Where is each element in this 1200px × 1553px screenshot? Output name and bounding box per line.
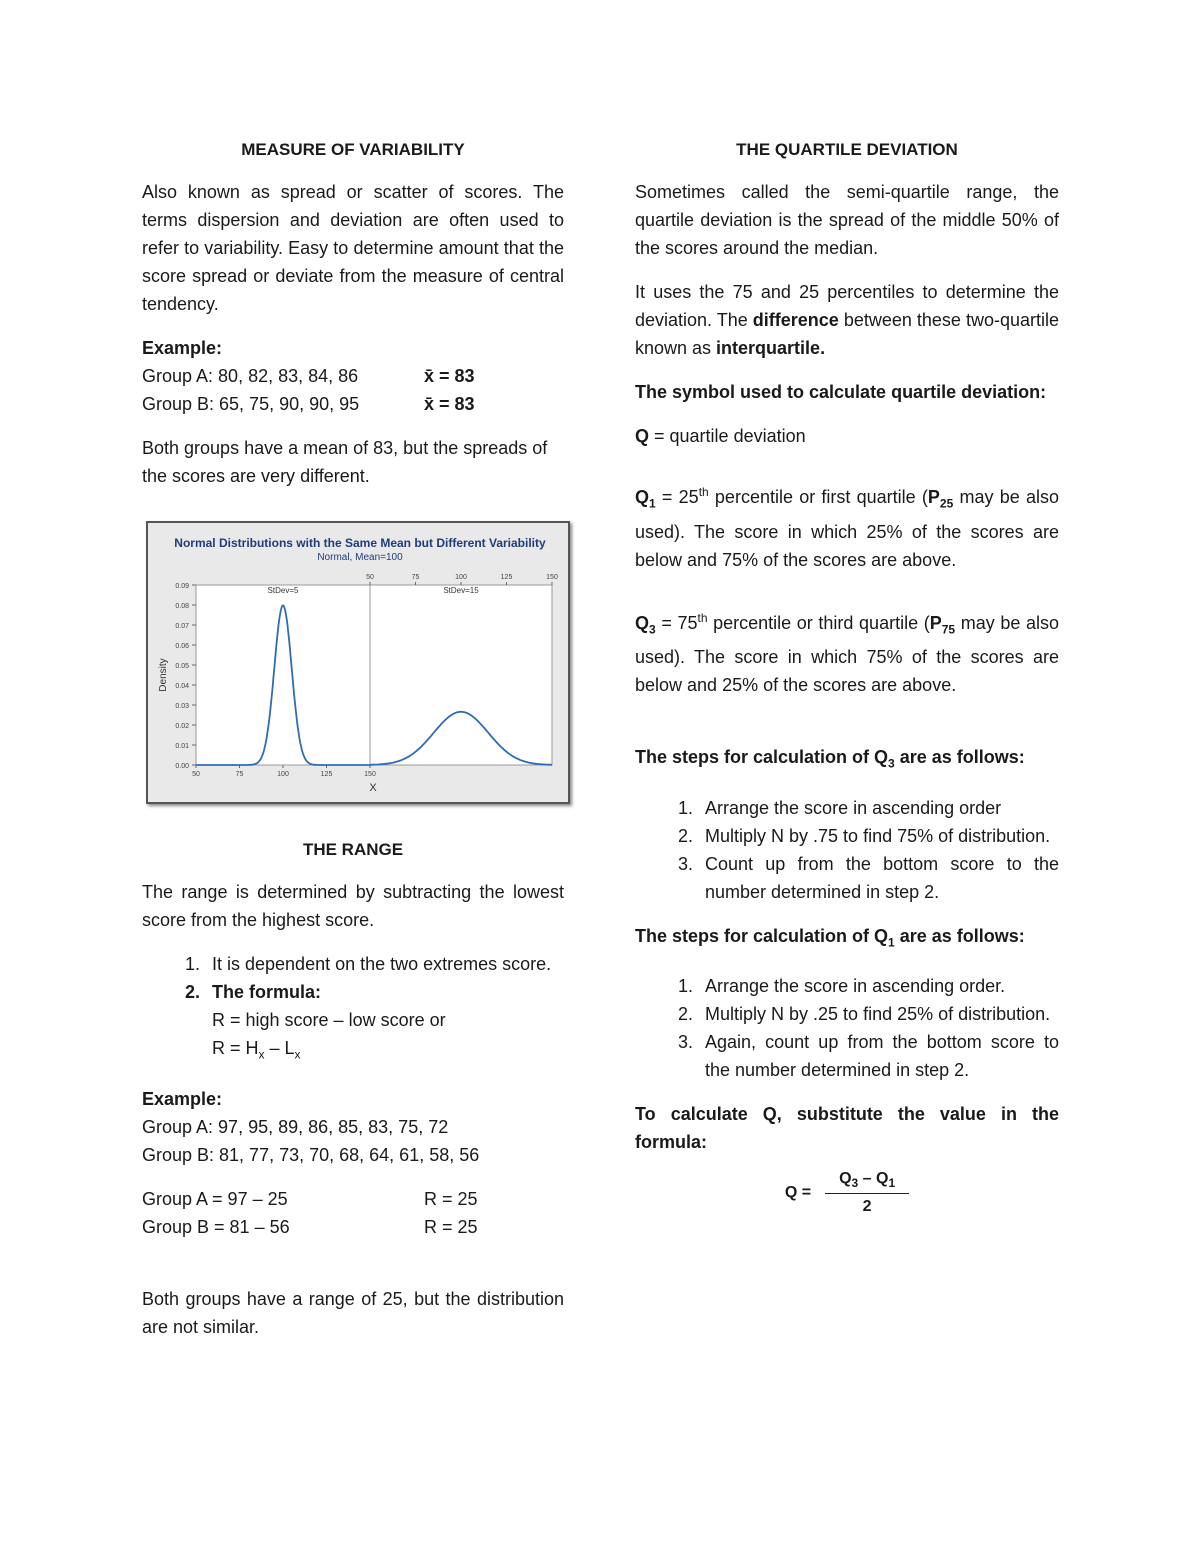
- range-calc-a-expr: Group A = 97 – 25: [142, 1188, 288, 1209]
- q1-sup: th: [698, 485, 709, 499]
- steps-q1-item-1-num: 1.: [677, 976, 693, 997]
- range-item-1-text: It is dependent on the two extremes score.: [212, 954, 552, 974]
- calc-instruction: To calculate Q, substitute the value in the formula:: [635, 1104, 1059, 1153]
- quartile-intro: Sometimes called the semi-quartile range, the quartile deviation is the spread of the middle 50% of the scores around the median.: [635, 182, 1059, 258]
- formula-q1: – Q: [858, 1170, 889, 1188]
- steps-q1-item-2-text: Multiply N by .25 to find 25% of distribution.: [705, 1004, 1051, 1025]
- y-tick-label-7: 0.02: [175, 723, 189, 730]
- range-item-2-text: The formula:: [212, 982, 322, 1002]
- right-column: [635, 140, 1059, 1216]
- steps-q3-item-3: [635, 850, 1059, 906]
- x-tick-label-p1-2: 100: [277, 771, 289, 778]
- p2-difference: difference: [752, 310, 839, 330]
- q3-symbol: Q: [635, 612, 650, 633]
- range-example-label: Example:: [142, 1088, 223, 1109]
- q3-p: P: [929, 612, 942, 633]
- quartile-heading: THE QUARTILE DEVIATION: [736, 140, 958, 159]
- steps-q3-sub: 3: [888, 756, 895, 771]
- plot-area: [196, 585, 552, 765]
- x-tick-label-p2-4: 150: [546, 574, 558, 581]
- range-intro: The range is determined by subtracting the lowest score from the highest score.: [142, 882, 564, 930]
- range-calc-b-result: R = 25: [424, 1216, 478, 1237]
- formula-fraction: [825, 1170, 909, 1215]
- q3-mid: = 75: [655, 612, 698, 633]
- chart-subtitle: Normal, Mean=100: [317, 552, 403, 563]
- range-item-1-num: 1.: [184, 954, 200, 974]
- formula-h: R = H: [212, 1038, 259, 1058]
- steps-q1-item-2-num: 2.: [677, 1004, 693, 1025]
- range-group-b: Group B: 81, 77, 73, 70, 68, 64, 61, 58, 56: [142, 1144, 480, 1165]
- steps-q3-item-1: [635, 794, 1059, 822]
- q-definition: [635, 422, 1059, 450]
- x-tick-label-p1-1: 75: [235, 771, 244, 778]
- range-group-a: Group A: 97, 95, 89, 86, 85, 83, 75, 72: [142, 1116, 449, 1137]
- example-label: Example:: [142, 338, 223, 358]
- steps-q1-item-1: [635, 972, 1059, 1000]
- steps-q3-item-2-num: 2.: [677, 825, 693, 846]
- formula-denominator: 2: [862, 1197, 872, 1215]
- q3-sub: 3: [649, 622, 656, 637]
- y-tick-label-0: 0.09: [175, 583, 189, 590]
- steps-q1-item-1-text: Arrange the score in ascending order.: [705, 976, 1006, 997]
- range-item-2: [142, 978, 564, 1006]
- chart-svg: [148, 523, 568, 802]
- steps-q1-list: [635, 972, 1059, 1084]
- range-list: [142, 950, 564, 1006]
- formula-q3: Q: [839, 1170, 852, 1188]
- range-formula-2: [142, 1034, 564, 1069]
- y-tick-label-5: 0.04: [175, 683, 189, 690]
- y-tick-label-4: 0.05: [175, 663, 189, 670]
- q3-rest: percentile or third quartile (: [707, 612, 930, 633]
- steps-q1-item-3-num: 3.: [677, 1032, 693, 1053]
- steps-q3-heading: [635, 743, 1059, 778]
- range-section: [142, 840, 564, 1341]
- steps-q1-heading: [635, 922, 1059, 957]
- q3-psub: 75: [941, 622, 956, 637]
- quartile-percentiles: [635, 278, 1059, 362]
- formula-q1-sub: 1: [888, 1176, 896, 1191]
- formula-lhs: Q =: [784, 1183, 812, 1201]
- steps-q1-a: The steps for calculation of Q: [635, 925, 889, 946]
- p2-interquartile: interquartile.: [716, 338, 826, 358]
- x-tick-label-p2-3: 125: [500, 574, 513, 581]
- example-row-b: [142, 390, 564, 418]
- formula-q3-sub: 3: [851, 1176, 859, 1191]
- formula-h-sub: x: [258, 1047, 265, 1062]
- x-tick-label-p2-2: 100: [455, 574, 467, 581]
- range-calc-b: [142, 1213, 564, 1241]
- steps-q1-sub: 1: [888, 935, 895, 950]
- range-calc-a: [142, 1185, 564, 1213]
- steps-q3-item-3-text: Count up from the bottom score to the number determined in step 2.: [705, 853, 1059, 902]
- both-mean-text: Both groups have a mean of 83, but the spreads of the scores are very different.: [142, 438, 548, 486]
- steps-q1-item-2: [635, 1000, 1059, 1028]
- q3-end: may be also used). The score in which 75% of the scores are below and 25% of the scores are above.: [635, 612, 1059, 696]
- y-axis-label: Density: [158, 658, 169, 692]
- normal-distribution-chart: [146, 521, 570, 804]
- q3-sup: th: [697, 610, 708, 625]
- left-column: [142, 140, 564, 490]
- quartile-formula: [635, 1170, 1059, 1215]
- chart-title: Normal Distributions with the Same Mean but Different Variability: [174, 536, 546, 550]
- q-def: = quartile deviation: [649, 426, 806, 446]
- formula-l: – L: [264, 1038, 295, 1058]
- steps-q1-item-3-text: Again, count up from the bottom score to the number determined in step 2.: [705, 1032, 1059, 1081]
- q1-p: P: [927, 487, 940, 507]
- x-tick-label-p2-0: 50: [366, 574, 374, 581]
- q-symbol: Q: [635, 426, 650, 446]
- measure-variability-heading: MEASURE OF VARIABILITY: [241, 140, 465, 159]
- range-item-2-num: 2.: [184, 982, 200, 1002]
- p2-a: It uses the 75 and 25 percentiles to determine the deviation. The: [635, 282, 1059, 330]
- steps-q3-a: The steps for calculation of Q: [635, 747, 889, 768]
- range-item-1: [142, 950, 564, 978]
- example-row-a: [142, 362, 564, 390]
- x-tick-label-p1-0: 50: [192, 771, 200, 778]
- steps-q3-item-2-text: Multiply N by .75 to find 75% of distribution.: [705, 825, 1051, 846]
- formula-numerator: [825, 1170, 909, 1193]
- formula-l-sub: x: [294, 1047, 301, 1062]
- y-tick-label-2: 0.07: [175, 623, 189, 630]
- q1-symbol: Q: [635, 487, 650, 507]
- variability-intro: Also known as spread or scatter of scores. The terms dispersion and deviation are often used to refer to variability. Easy to determine amount that the score spread or deviate from the measure of central tendency.: [142, 182, 564, 314]
- x-tick-label-p2-1: 75: [411, 574, 420, 581]
- q1-definition: [635, 478, 1059, 574]
- y-tick-label-1: 0.08: [175, 603, 189, 610]
- x-axis-label: X: [369, 782, 377, 794]
- q1-mid: = 25: [655, 487, 699, 507]
- example-row-b-values: Group B: 65, 75, 90, 90, 95: [142, 394, 360, 414]
- x-tick-label-p1-3: 125: [320, 771, 333, 778]
- range-calc-b-expr: Group B = 81 – 56: [142, 1216, 290, 1237]
- example-row-a-mean: x̄ = 83: [424, 366, 475, 386]
- q1-end: may be also used). The score in which 25% of the scores are below and 75% of the scores are above.: [635, 487, 1059, 570]
- range-calc-a-result: R = 25: [424, 1188, 478, 1209]
- y-tick-label-9: 0.00: [175, 763, 189, 770]
- steps-q3-list: [635, 794, 1059, 906]
- x-tick-label-p1-4: 150: [364, 771, 376, 778]
- steps-q3-item-1-num: 1.: [677, 797, 693, 818]
- steps-q3-b: are as follows:: [894, 747, 1025, 768]
- y-tick-label-3: 0.06: [175, 643, 189, 650]
- example-row-b-mean: x̄ = 83: [424, 394, 475, 414]
- panel-label-2: StDev=15: [443, 586, 479, 595]
- q1-rest: percentile or first quartile (: [708, 487, 928, 507]
- range-formula-1: R = high score – low score or: [212, 1010, 446, 1030]
- range-heading: THE RANGE: [302, 840, 404, 859]
- steps-q3-item-1-text: Arrange the score in ascending order: [705, 797, 1002, 818]
- example-row-a-values: Group A: 80, 82, 83, 84, 86: [142, 366, 359, 386]
- steps-q1-item-3: [635, 1028, 1059, 1084]
- y-tick-label-8: 0.01: [175, 743, 189, 750]
- p2-c: between these two-quartile known as: [635, 310, 1059, 358]
- range-conclusion: Both groups have a range of 25, but the distribution are not similar.: [142, 1288, 564, 1337]
- steps-q3-item-2: [635, 822, 1059, 850]
- symbol-heading: The symbol used to calculate quartile deviation:: [635, 382, 1047, 402]
- steps-q3-item-3-num: 3.: [677, 853, 693, 874]
- y-tick-label-6: 0.03: [175, 703, 189, 710]
- steps-q1-b: are as follows:: [894, 925, 1025, 946]
- panel-label-1: StDev=5: [267, 586, 299, 595]
- q1-sub: 1: [649, 496, 656, 511]
- q3-definition: [635, 604, 1059, 700]
- q1-psub: 25: [939, 496, 954, 511]
